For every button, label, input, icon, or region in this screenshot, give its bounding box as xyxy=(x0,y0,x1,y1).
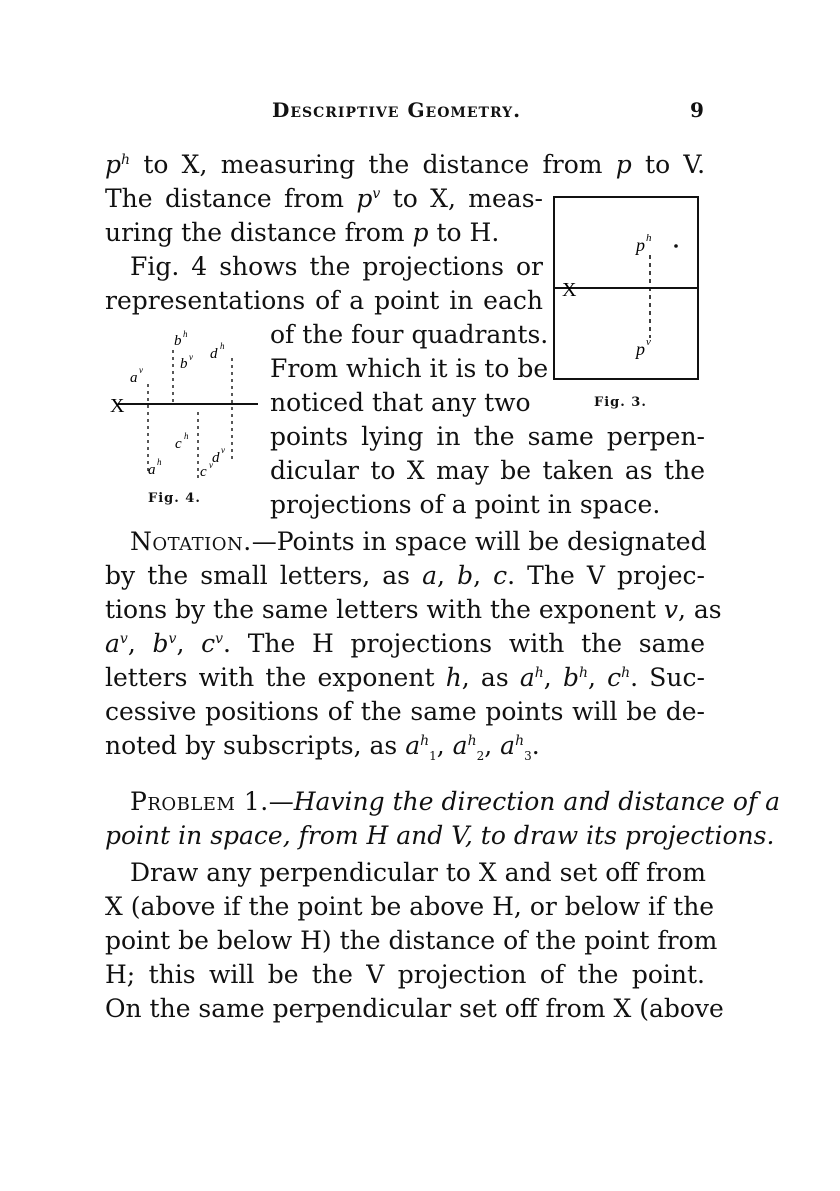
fig4-x-label: X xyxy=(110,395,125,417)
body-line: tions by the same letters with the exponent v, as xyxy=(105,595,722,624)
fig3-point-dot xyxy=(674,244,678,248)
fig3-top-sup: h xyxy=(646,232,652,244)
fig4-label-ah-sup: h xyxy=(157,457,162,467)
fig3-top-label: p xyxy=(636,235,645,255)
body-line: The distance from $p^v$ to X, meas- xyxy=(105,184,543,213)
body-line: representations of a point in each xyxy=(105,286,543,315)
body-line: letters with the exponent h, as $a^h$, $b^h$, $c^h$. Suc- xyxy=(105,663,705,692)
body-line: projections of a point in space. xyxy=(270,490,661,519)
fig3-x-label: X xyxy=(562,279,577,301)
body-line: $a^v$, $b^v$, $c^v$. The H projections with the same xyxy=(105,629,705,658)
fig4-label-bv-sup: v xyxy=(189,352,193,362)
fig4-diagram xyxy=(110,322,265,490)
fig4-label-bh: b xyxy=(174,333,182,349)
body-line: cessive positions of the same points will be de- xyxy=(105,697,705,726)
body-line: of the four quadrants. xyxy=(270,320,549,349)
fig4-label-ch: c xyxy=(175,436,182,452)
fig4-label-dv-sup: v xyxy=(221,445,225,455)
fig3-diagram xyxy=(552,195,700,385)
fig3-bottom-label: p xyxy=(636,339,645,359)
body-line: $p^h$ to X, measuring the distance from p to V. xyxy=(105,150,706,179)
body-line: Notation.—Points in space will be designated xyxy=(105,525,705,559)
body-line: uring the distance from p to H. xyxy=(105,218,500,247)
fig4-label-dh-sup: h xyxy=(220,341,225,351)
body-line: points lying in the same perpen- xyxy=(270,422,705,451)
fig4-label-ah: a xyxy=(148,462,156,478)
fig4-label-cv: c xyxy=(200,464,207,480)
page-number: 9 xyxy=(690,98,705,122)
body-line: Fig. 4 shows the projections or xyxy=(130,252,543,281)
fig4-caption: Fig. 4. xyxy=(148,491,201,506)
problem-heading-line: point in space, from H and V, to draw its projections. xyxy=(105,821,775,850)
body-line: Draw any perpendicular to X and set off from xyxy=(130,858,706,887)
fig4-label-dv: d xyxy=(212,450,220,466)
fig3-bottom-sup: v xyxy=(646,336,651,348)
fig4-label-ch-sup: h xyxy=(184,431,189,441)
body-line: by the small letters, as a, b, c. The V projec- xyxy=(105,561,705,590)
fig3-caption: Fig. 3. xyxy=(594,395,647,410)
body-line: H; this will be the V projection of the point. xyxy=(105,960,705,989)
fig4-label-dh: d xyxy=(210,346,218,362)
problem-heading-line: Problem 1.—Having the direction and distance of a xyxy=(130,787,781,816)
fig4-label-cv-sup: v xyxy=(209,460,213,470)
fig4-label-av: a xyxy=(130,370,138,386)
fig4-label-av-sup: v xyxy=(139,365,143,375)
body-line: On the same perpendicular set off from X (above xyxy=(105,994,724,1023)
running-header-title: Descriptive Geometry. xyxy=(272,98,522,122)
body-line: dicular to X may be taken as the xyxy=(270,456,705,485)
fig4-label-bh-sup: h xyxy=(183,329,188,339)
body-line: noticed that any two xyxy=(270,388,531,417)
body-line: point be below H) the distance of the point from xyxy=(105,926,718,955)
fig4-label-bv: b xyxy=(180,356,188,372)
notation-heading: Notation. xyxy=(130,527,252,556)
body-line: X (above if the point be above H, or below if the xyxy=(105,892,715,921)
body-line: noted by subscripts, as $a^h_1$, $a^h_2$, $a^h_3$. xyxy=(105,731,540,763)
body-line: From which it is to be xyxy=(270,354,549,383)
